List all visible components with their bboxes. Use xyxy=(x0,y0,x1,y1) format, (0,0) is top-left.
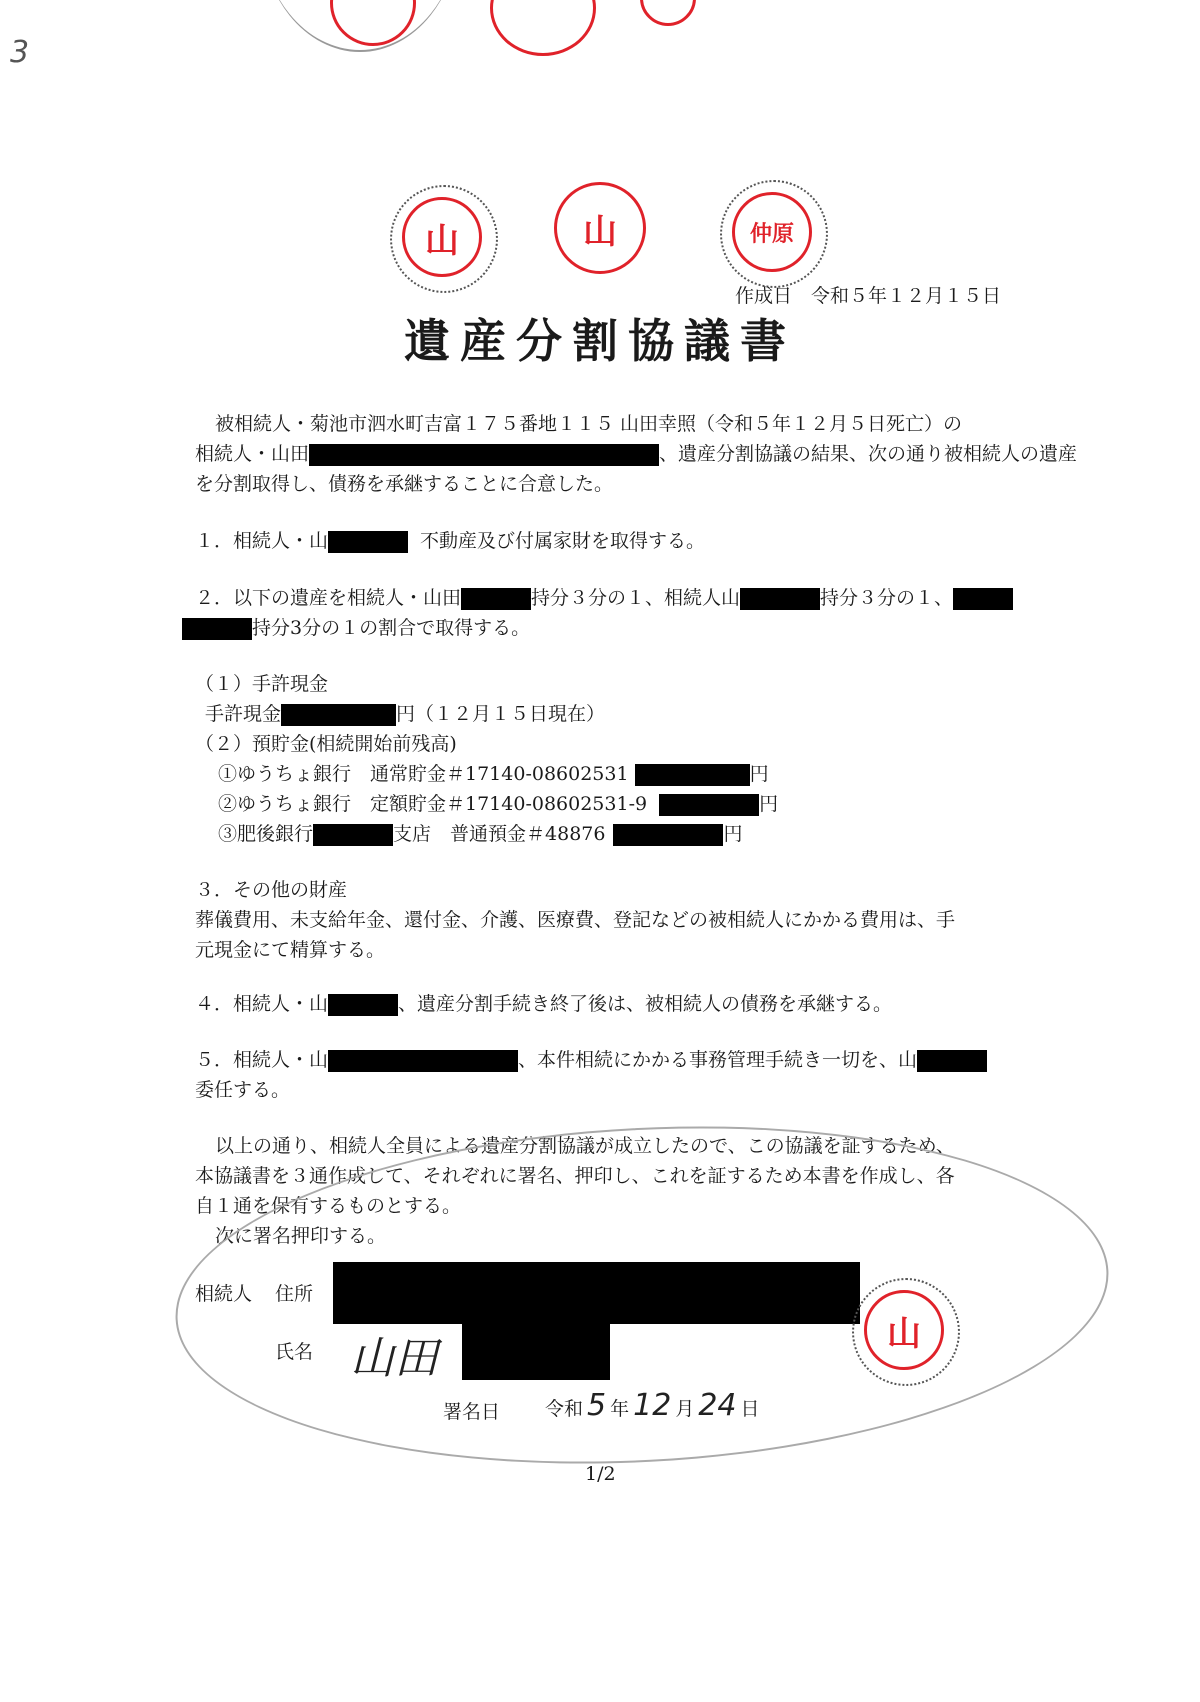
signed-year: 5 xyxy=(587,1388,607,1423)
deposit-row-1-unit: 円 xyxy=(749,763,769,785)
closing-line-2: 本協議書を３通作成して、それぞれに署名、押印し、これを証するため本書を作成し、各 xyxy=(195,1165,955,1187)
signature-seal-mark: 山 xyxy=(864,1290,944,1370)
redaction xyxy=(328,1050,518,1072)
deposit-row-2 xyxy=(218,790,778,818)
redaction xyxy=(313,824,393,846)
redaction xyxy=(740,588,820,610)
closing-line-4: 次に署名押印する。 xyxy=(215,1225,387,1247)
item-4-end: 、遺産分割手続き終了後は、被相続人の債務を承継する。 xyxy=(398,993,893,1015)
page-title: 遺産分割協議書 xyxy=(404,314,796,368)
item-3-line-2: 元現金にて精算する。 xyxy=(195,939,386,961)
intro-line-2-end: 、遺産分割協議の結果、次の通り被相続人の遺産 xyxy=(659,443,1078,465)
redaction xyxy=(613,824,723,846)
deposit-row-1 xyxy=(218,760,769,788)
redaction xyxy=(461,588,531,610)
item-5-middle: 、本件相続にかかる事務管理手続き一切を、山 xyxy=(518,1049,918,1071)
deposit-row-3 xyxy=(218,820,742,848)
cash-label: 手許現金 xyxy=(205,703,282,725)
seal-top-middle xyxy=(548,176,652,280)
signed-date-label: 署名日 xyxy=(443,1401,501,1423)
item-1-end: 不動産及び付属家財を取得する。 xyxy=(420,530,706,552)
deposit-row-3-text: 支店 普通預金＃48876 xyxy=(393,823,606,845)
seal-top-left xyxy=(390,185,498,293)
signature-seal xyxy=(852,1278,960,1386)
item-2-b: 持分３分の１、相続人山 xyxy=(531,587,741,609)
item-5-line-2: 委任する。 xyxy=(195,1079,291,1101)
corner-mark: 3 xyxy=(10,35,30,70)
signed-day: 24 xyxy=(698,1388,737,1423)
cash-date: 円（１２月１５日現在） xyxy=(396,703,606,725)
seal-top-middle-mark: 山 xyxy=(554,182,646,274)
deposit-row-2-text: ②ゆうちょ銀行 定額貯金＃17140-08602531-9 xyxy=(218,793,648,815)
item-2-a: ２．以下の遺産を相続人・山田 xyxy=(195,587,462,609)
item-4 xyxy=(195,990,892,1018)
signed-month-unit: 月 xyxy=(675,1398,695,1420)
intro-line-2-start: 相続人・山田 xyxy=(195,443,310,465)
intro-line-3: を分割取得し、債務を承継することに合意した。 xyxy=(195,473,614,495)
deposit-row-1-text: ①ゆうちょ銀行 通常貯金＃17140-08602531 xyxy=(218,763,629,785)
redaction xyxy=(182,618,252,640)
intro-line-2 xyxy=(195,440,1077,468)
redaction xyxy=(659,794,759,816)
page-number: 1/2 xyxy=(585,1463,616,1485)
item-5-start: ５．相続人・山 xyxy=(195,1049,329,1071)
signed-day-unit: 日 xyxy=(740,1398,760,1420)
redaction xyxy=(917,1050,987,1072)
address-label: 住所 xyxy=(275,1283,314,1305)
redaction xyxy=(328,994,398,1016)
item-5-line-1 xyxy=(195,1046,987,1074)
redaction xyxy=(328,531,408,553)
heir-label: 相続人 xyxy=(195,1283,253,1305)
signed-year-unit: 年 xyxy=(610,1398,630,1420)
closing-line-1: 以上の通り、相続人全員による遺産分割協議が成立したので、この協議を証するため、 xyxy=(215,1135,955,1157)
item-1 xyxy=(195,527,705,555)
redaction xyxy=(953,588,1013,610)
item-2-d: 持分3分の１の割合で取得する。 xyxy=(252,617,531,639)
redaction xyxy=(281,704,396,726)
item-3-heading: ３．その他の財産 xyxy=(195,879,348,901)
seal-top-right xyxy=(720,180,828,288)
address-redaction xyxy=(333,1262,860,1324)
item-1-start: １．相続人・山 xyxy=(195,530,329,552)
pencil-curve-top xyxy=(260,0,460,52)
item-4-start: ４．相続人・山 xyxy=(195,993,329,1015)
top-edge-seal-middle xyxy=(490,0,596,56)
closing-line-3: 自１通を保有するものとする。 xyxy=(195,1195,462,1217)
sub-1-line xyxy=(205,700,605,728)
name-redaction xyxy=(462,1322,610,1380)
sub-1-heading: （１）手許現金 xyxy=(195,673,329,695)
sub-2-heading: （２）預貯金(相続開始前残高) xyxy=(195,733,457,755)
handwritten-name: 山田 xyxy=(350,1333,438,1384)
item-2-line-1 xyxy=(195,584,1013,612)
deposit-row-2-unit: 円 xyxy=(759,793,779,815)
seal-top-left-mark: 山 xyxy=(402,197,482,277)
deposit-row-3-bank: ③肥後銀行 xyxy=(218,823,314,845)
deposit-row-3-unit: 円 xyxy=(723,823,743,845)
name-label: 氏名 xyxy=(275,1341,314,1363)
seal-top-right-mark: 仲原 xyxy=(732,192,812,272)
signed-date xyxy=(545,1388,760,1423)
item-2-line-2 xyxy=(182,614,530,642)
signed-era: 令和 xyxy=(545,1398,584,1420)
item-2-c: 持分３分の１、 xyxy=(820,587,954,609)
redaction xyxy=(309,444,659,466)
intro-line-1: 被相続人・菊池市泗水町吉富１７５番地１１５ 山田幸照（令和５年１２月５日死亡）の xyxy=(215,413,963,435)
redaction xyxy=(635,764,750,786)
top-edge-seal-right xyxy=(640,0,696,26)
item-3-line-1: 葬儀費用、未支給年金、還付金、介護、医療費、登記などの被相続人にかかる費用は、手 xyxy=(195,909,956,931)
creation-date: 作成日 令和５年１２月１５日 xyxy=(735,285,1002,307)
signed-month: 12 xyxy=(633,1388,672,1423)
